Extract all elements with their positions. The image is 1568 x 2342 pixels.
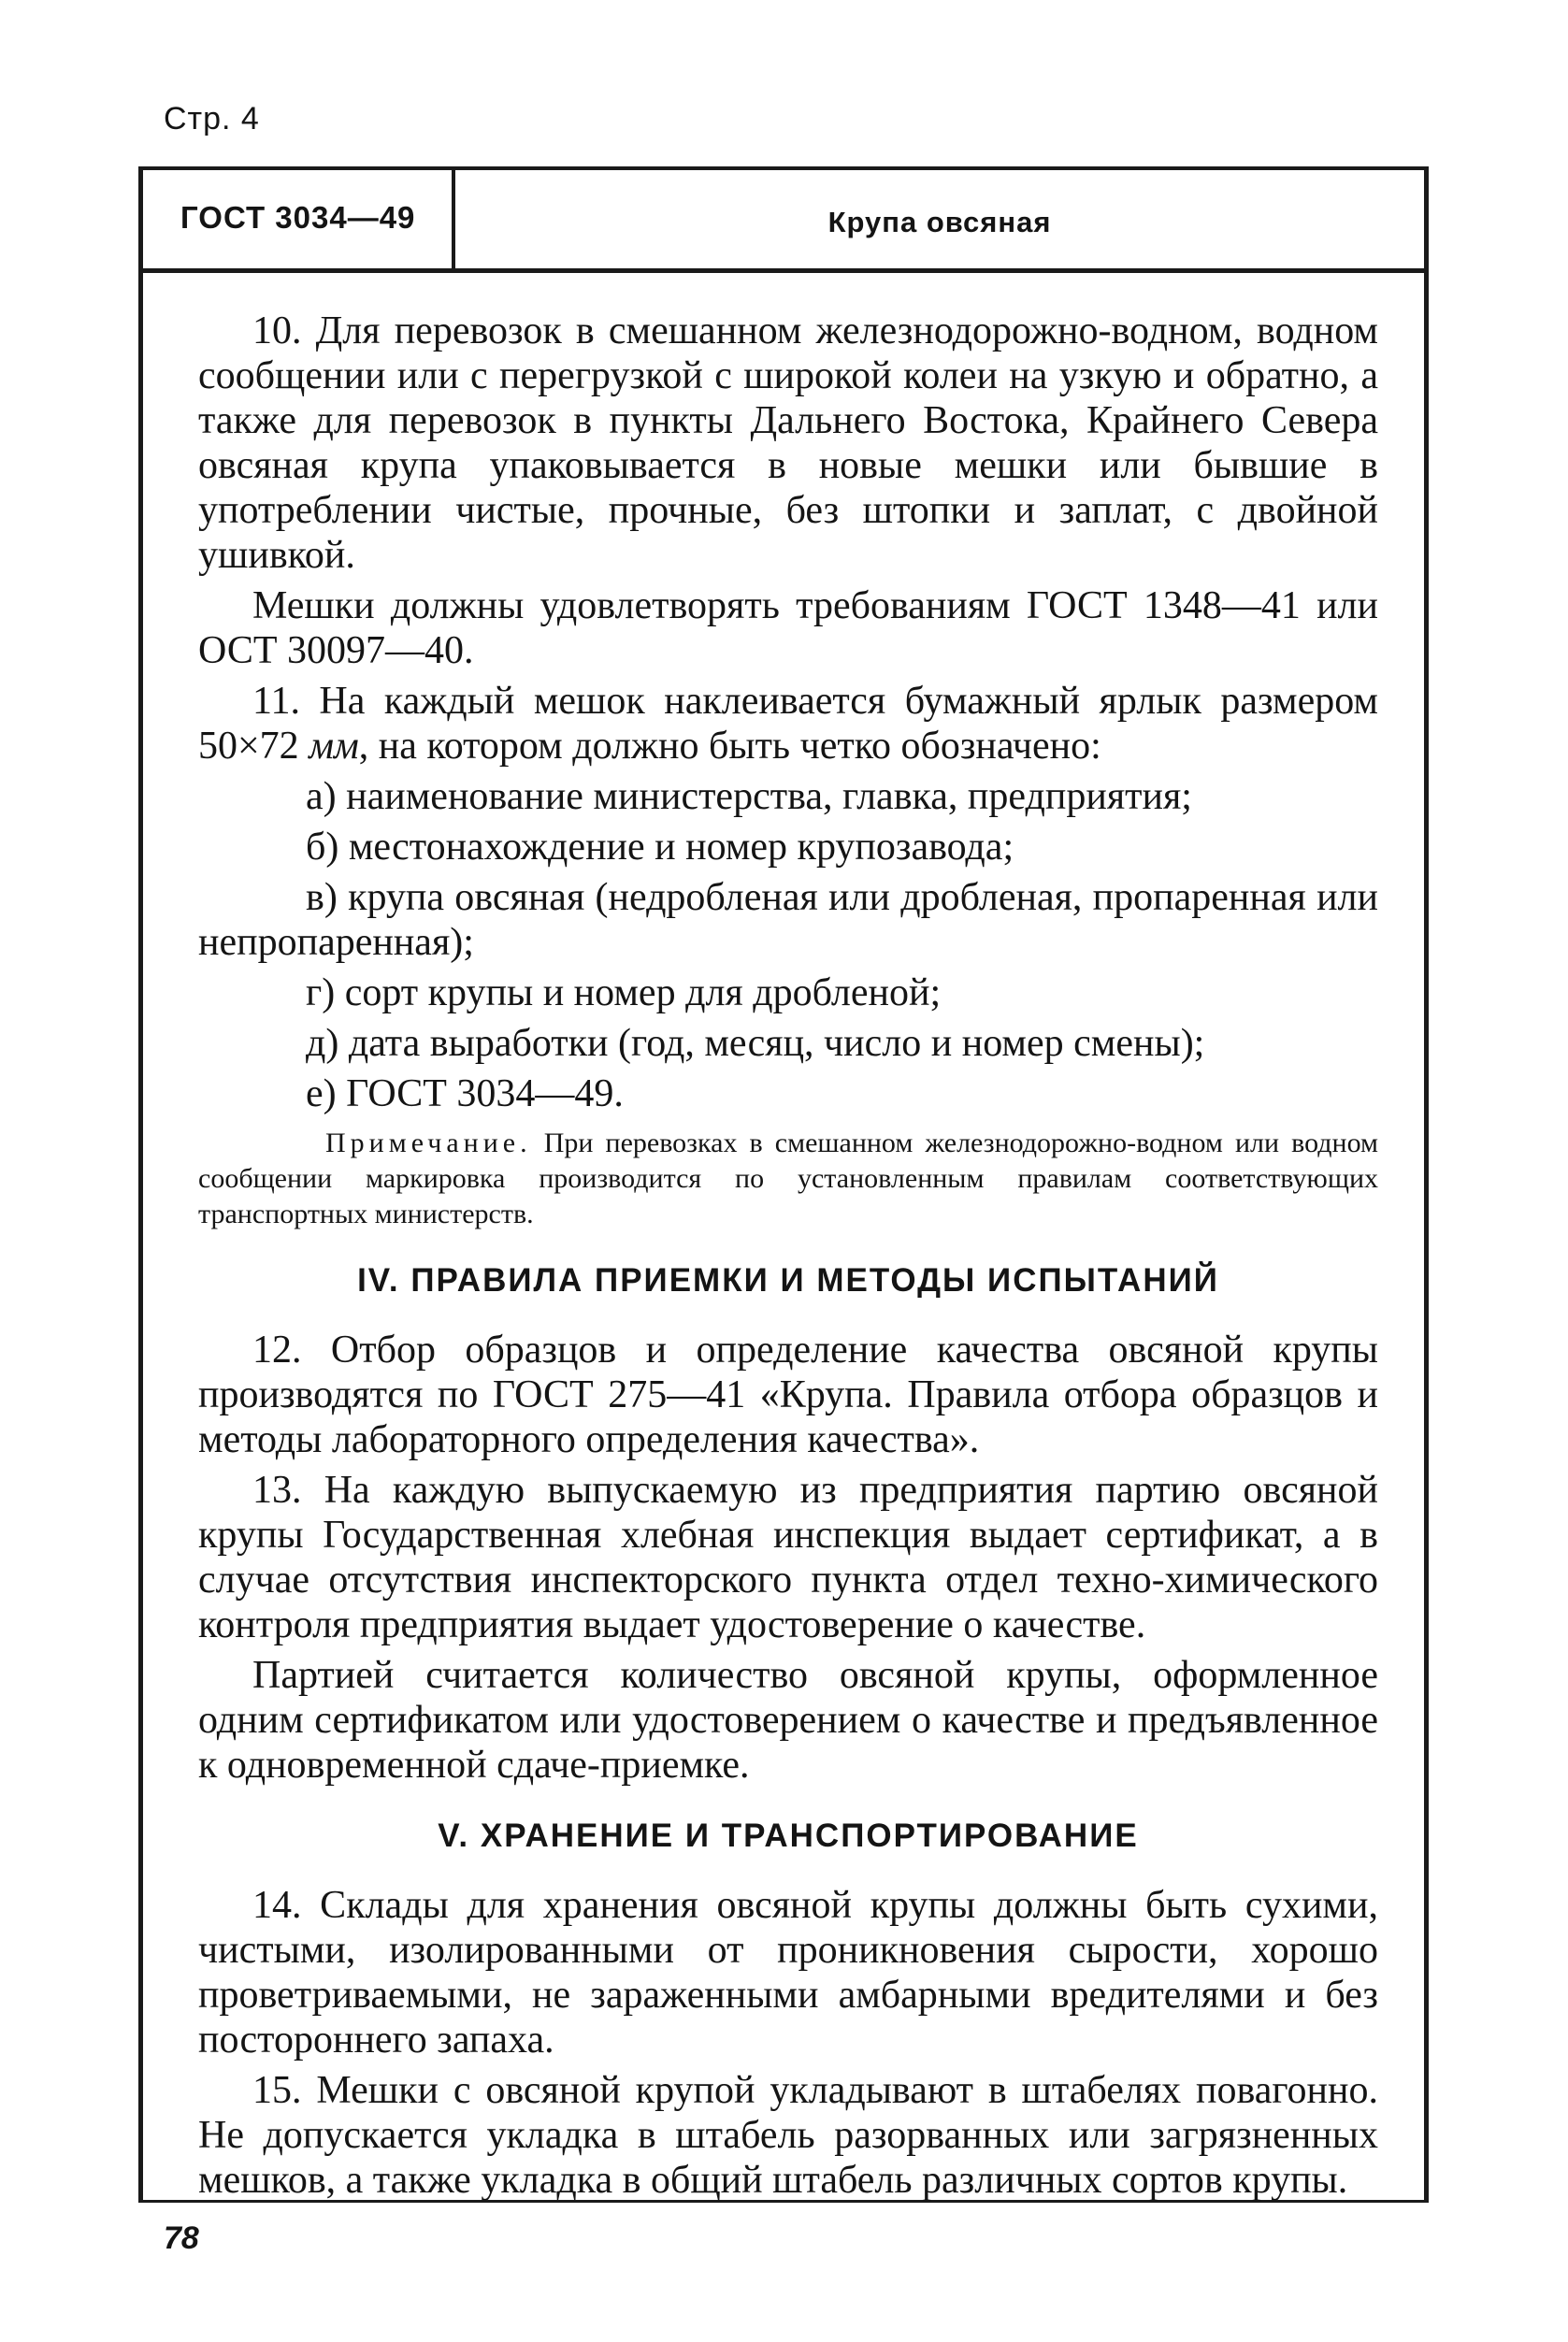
note-text: При перевозках в смешанном железнодорожно-водном или водном сообщении маркировка производится по установленным правилам соответствующих транспортных министерств.: [198, 1128, 1378, 1229]
unit-mm: мм: [309, 725, 359, 768]
list-item-d: д) дата выработки (год, месяц, число и номер смены);: [306, 1022, 1205, 1065]
header-row: [143, 170, 1424, 273]
page-label-top: Стр. 4: [164, 101, 260, 136]
list-item-a: а) наименование министерства, главка, предприятия;: [306, 775, 1192, 818]
page-number-bottom: 78: [164, 2220, 199, 2256]
paragraph-10: 10. Для перевозок в смешанном железнодорожно-водном, водном сообщении или с перегрузкой с широкой колеи на узкую и обратно, а также для перевозок в пункты Дальнего Востока, Крайнего Севера овсяная крупа упаковывается в новые мешки или бывшие в употреблении чистые, прочные, без штопки и заплат, с двойной ушивкой.: [198, 309, 1378, 577]
standard-code: ГОСТ 3034—49: [180, 200, 416, 235]
paragraph-11: [198, 679, 1378, 769]
document-body: [198, 309, 1378, 2208]
paragraph-12: 12. Отбор образцов и определение качества овсяной крупы производятся по ГОСТ 275—41 «Крупа. Правила отбора образцов и методы лабораторного определения качества».: [198, 1329, 1378, 1461]
paragraph-11-start: 11. На каждый мешок наклеивается бумажный ярлык размером 50×72: [198, 680, 1378, 768]
list-item-v: в) крупа овсяная (недробленая или дробленая, пропаренная или непропаренная);: [198, 876, 1378, 964]
paragraph-13: 13. На каждую выпускаемую из предприятия партию овсяной крупы Государственная хлебная инспекция выдает сертификат, а в случае отсутствия инспекторского пункта отдел техно-химического контроля предприятия выдает удостоверение о качестве.: [198, 1469, 1378, 1646]
list-item-g: г) сорт крупы и номер для дробленой;: [306, 971, 942, 1014]
section-4-heading: IV. ПРАВИЛА ПРИЕМКИ И МЕТОДЫ ИСПЫТАНИЙ: [357, 1262, 1219, 1299]
paragraph-14: 14. Склады для хранения овсяной крупы должны быть сухими, чистыми, изолированными от проникновения сырости, хорошо проветриваемыми, не зараженными амбарными вредителями и без постороннего запаха.: [198, 1884, 1378, 2062]
paragraph-10b: Мешки должны удовлетворять требованиям ГОСТ 1348—41 или ОСТ 30097—40.: [198, 584, 1378, 672]
paragraph-13b: Партией считается количество овсяной крупы, оформленное одним сертификатом или удостоверением о качестве и предъявленное к одновременной сдаче-приемке.: [198, 1654, 1378, 1787]
section-5-heading: V. ХРАНЕНИЕ И ТРАНСПОРТИРОВАНИЕ: [438, 1818, 1139, 1854]
list-item-e: е) ГОСТ 3034—49.: [306, 1072, 624, 1115]
paragraph-15: 15. Мешки с овсяной крупой укладывают в штабелях повагонно. Не допускается укладка в штабель разорванных или загрязненных мешков, а также укладка в общий штабель различных сортов крупы.: [198, 2069, 1378, 2202]
list-item-b: б) местонахождение и номер крупозавода;: [306, 826, 1014, 869]
note-label: Примечание.: [325, 1128, 532, 1158]
note: [198, 1126, 1378, 1232]
document-title: Крупа овсяная: [827, 206, 1052, 238]
paragraph-11-end: , на котором должно быть четко обозначено:: [358, 725, 1101, 768]
